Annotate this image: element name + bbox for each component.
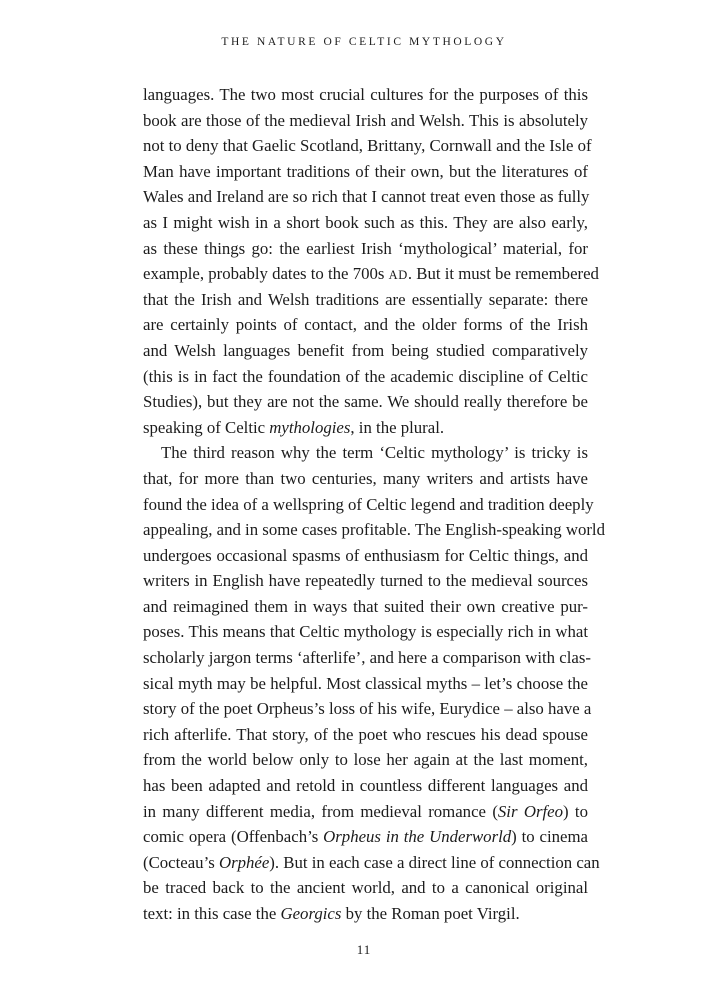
text-line: (this is in fact the foundation of the academic discipline of Celtic: [143, 366, 588, 386]
text-line: has been adapted and retold in countless different languages and: [143, 776, 588, 796]
text-line: undergoes occasional spasms of enthusiasm for Celtic things, and: [143, 545, 588, 565]
text-line: and Welsh languages benefit from being studied comparatively: [143, 340, 588, 360]
text-line: Wales and Ireland are so rich that I cannot treat even those as fully: [143, 187, 590, 207]
text-line: story of the poet Orpheus’s loss of his wife, Eurydice – also have a: [143, 699, 592, 719]
text-line: not to deny that Gaelic Scotland, Brittany, Cornwall and the Isle of: [143, 136, 592, 156]
text-line: sical myth may be helpful. Most classical myths – let’s choose the: [143, 673, 588, 693]
text-line: book are those of the medieval Irish and Welsh. This is absolutely: [143, 110, 588, 130]
paragraph-2: [143, 440, 605, 926]
text-line: in many different media, from medieval romance (Sir Orfeo) to: [143, 801, 588, 821]
text-line: languages. The two most crucial cultures for the purposes of this: [143, 85, 588, 104]
italic-title: mythologies: [269, 417, 351, 437]
text-line: Man have important traditions of their own, but the literatures of: [143, 161, 588, 181]
italic-title: Georgics: [280, 904, 342, 923]
text-line: example, probably dates to the 700s AD. But it must be remembered: [143, 264, 599, 284]
text-line: as I might wish in a short book such as this. They are also early,: [143, 212, 588, 232]
text-line: rich afterlife. That story, of the poet who rescues his dead spouse: [143, 724, 588, 744]
italic-title: Orpheus in the Underworld: [323, 827, 512, 847]
italic-title: Sir Orfeo: [497, 801, 563, 821]
text-line: that, for more than two centuries, many writers and artists have: [143, 468, 588, 488]
text-line: text: in this case the Georgics by the Roman poet Virgil.: [143, 904, 520, 923]
body-text: [143, 82, 605, 927]
text-line: writers in English have repeatedly turned to the medieval sources: [143, 571, 588, 591]
running-head: THE NATURE OF CELTIC MYTHOLOGY: [221, 36, 507, 48]
text-line: poses. This means that Celtic mythology is especially rich in what: [143, 622, 588, 642]
text-line: and reimagined them in ways that suited their own creative pur-: [143, 596, 588, 616]
text-line: found the idea of a wellspring of Celtic legend and tradition deeply: [143, 494, 594, 514]
text-line: scholarly jargon terms ‘afterlife’, and here a comparison with clas-: [143, 648, 591, 668]
text-line: comic opera (Offenbach’s Orpheus in the Underworld) to cinema: [143, 827, 588, 847]
small-caps-text: AD: [388, 268, 408, 283]
text-line: are certainly points of contact, and the older forms of the Irish: [143, 315, 588, 335]
text-line: speaking of Celtic mythologies, in the plural.: [143, 417, 445, 437]
text-line: be traced back to the ancient world, and to a canonical original: [143, 878, 588, 898]
italic-title: Orphée: [218, 852, 270, 872]
text-line: The third reason why the term ‘Celtic mythology’ is tricky is: [161, 443, 588, 463]
text-line: as these things go: the earliest Irish ‘mythological’ material, for: [143, 238, 588, 258]
text-line: Studies), but they are not the same. We should really therefore be: [143, 392, 588, 412]
paragraph-1: [143, 82, 599, 440]
text-line: appealing, and in some cases profitable. The English-speaking world: [143, 520, 605, 540]
text-line: from the world below only to lose her again at the last moment,: [143, 750, 588, 770]
text-line: (Cocteau’s Orphée). But in each case a direct line of connection can: [143, 852, 600, 872]
text-line: that the Irish and Welsh traditions are essentially separate: there: [143, 289, 588, 309]
page-number: 11: [356, 942, 372, 957]
